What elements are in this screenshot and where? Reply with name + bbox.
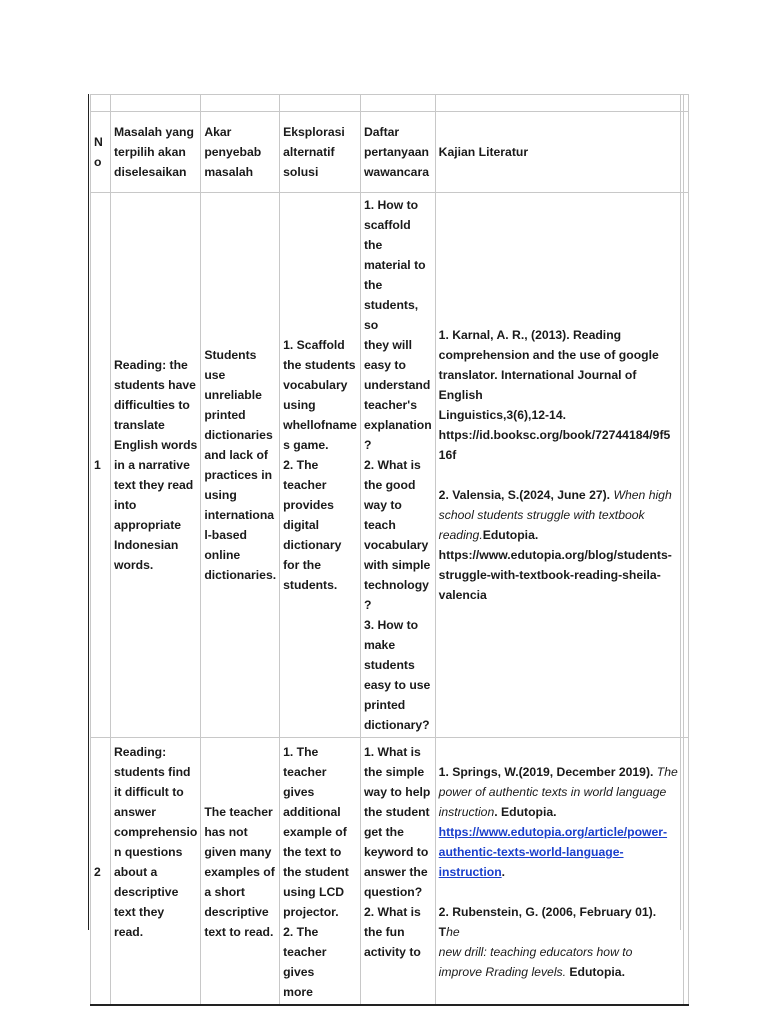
header-masalah: Masalah yang terpilih akan diselesaikan [111, 112, 201, 193]
reference-2-source: Edutopia. https://www.edutopia.org/blog/students- struggle-with-textbook-reading-sheila- valencia [438, 528, 672, 602]
reference-2-author: 2. Valensia, S.(2024, June 27). [438, 488, 614, 502]
reference-1-title: The power of authentic texts in world language instruction [438, 765, 678, 819]
row-number: 1 [91, 193, 111, 738]
table-row [91, 738, 689, 1006]
table-row [91, 193, 689, 738]
reference-1: 1. Karnal, A. R., (2013). Reading comprehension and the use of google translator. International Journal of English Linguistics,3(6),12-14. https://id.booksc.org/book/72744184/9f5 16f [438, 328, 671, 462]
table-header-row [91, 112, 689, 193]
table-top-spacer-row [91, 95, 689, 112]
literature-table [90, 94, 689, 1006]
reference-1-link[interactable]: https://www.edutopia.org/article/power- authentic-texts-world-language- instruction [438, 825, 668, 879]
daftar-cell: 1. How to scaffold the material to the students, so they will easy to understand teacher's explanation ? 2. What is the good way to teach vocabulary with simple technology ? 3. How to make students easy to use printed dictionary? [360, 193, 435, 738]
header-daftar: Daftar pertanyaan wawancara [360, 112, 435, 193]
reference-1-period: . [501, 865, 506, 879]
reference-1-author: 1. Springs, W.(2019, December 2019). [438, 765, 657, 779]
kajian-cell [435, 193, 683, 738]
reference-2-title: When high school students struggle with textbook reading. [438, 488, 672, 542]
header-eksplorasi: Eksplorasi alternatif solusi [280, 112, 361, 193]
row-number: 2 [91, 738, 111, 1006]
eksplorasi-cell: 1. Scaffold the students vocabulary using whellofname s game. 2. The teacher provides digital dictionary for the students. [280, 193, 361, 738]
eksplorasi-cell: 1. The teacher gives additional example of the text to the student using LCD projector. 2. The teacher gives more [280, 738, 361, 1006]
reference-2-author: 2. Rubenstein, G. (2006, February 01). T [438, 905, 660, 939]
header-akar: Akar penyebab masalah [201, 112, 280, 193]
akar-cell: Students use unreliable printed dictionaries and lack of practices in using internationa l-based online dictionaries. [201, 193, 280, 738]
reference-1-source: . Edutopia. [494, 805, 557, 819]
reference-2-source: Edutopia [566, 965, 622, 979]
masalah-cell: Reading: students find it difficult to answer comprehensio n questions about a descriptive text they read. [111, 738, 201, 1006]
table-left-border [88, 94, 89, 930]
kajian-cell [435, 738, 683, 1006]
reference-2-title: he new drill: teaching educators how to improve Rrading levels. [438, 925, 633, 979]
akar-cell: The teacher has not given many examples of a short descriptive text to read. [201, 738, 280, 1006]
header-no: N o [91, 112, 111, 193]
daftar-cell: 1. What is the simple way to help the student get the keyword to answer the question? 2. What is the fun activity to [360, 738, 435, 1006]
reference-2-period: . [621, 965, 625, 979]
header-kajian: Kajian Literatur [435, 112, 683, 193]
masalah-cell: Reading: the students have difficulties to translate English words in a narrative text they read into appropriate Indonesian words. [111, 193, 201, 738]
